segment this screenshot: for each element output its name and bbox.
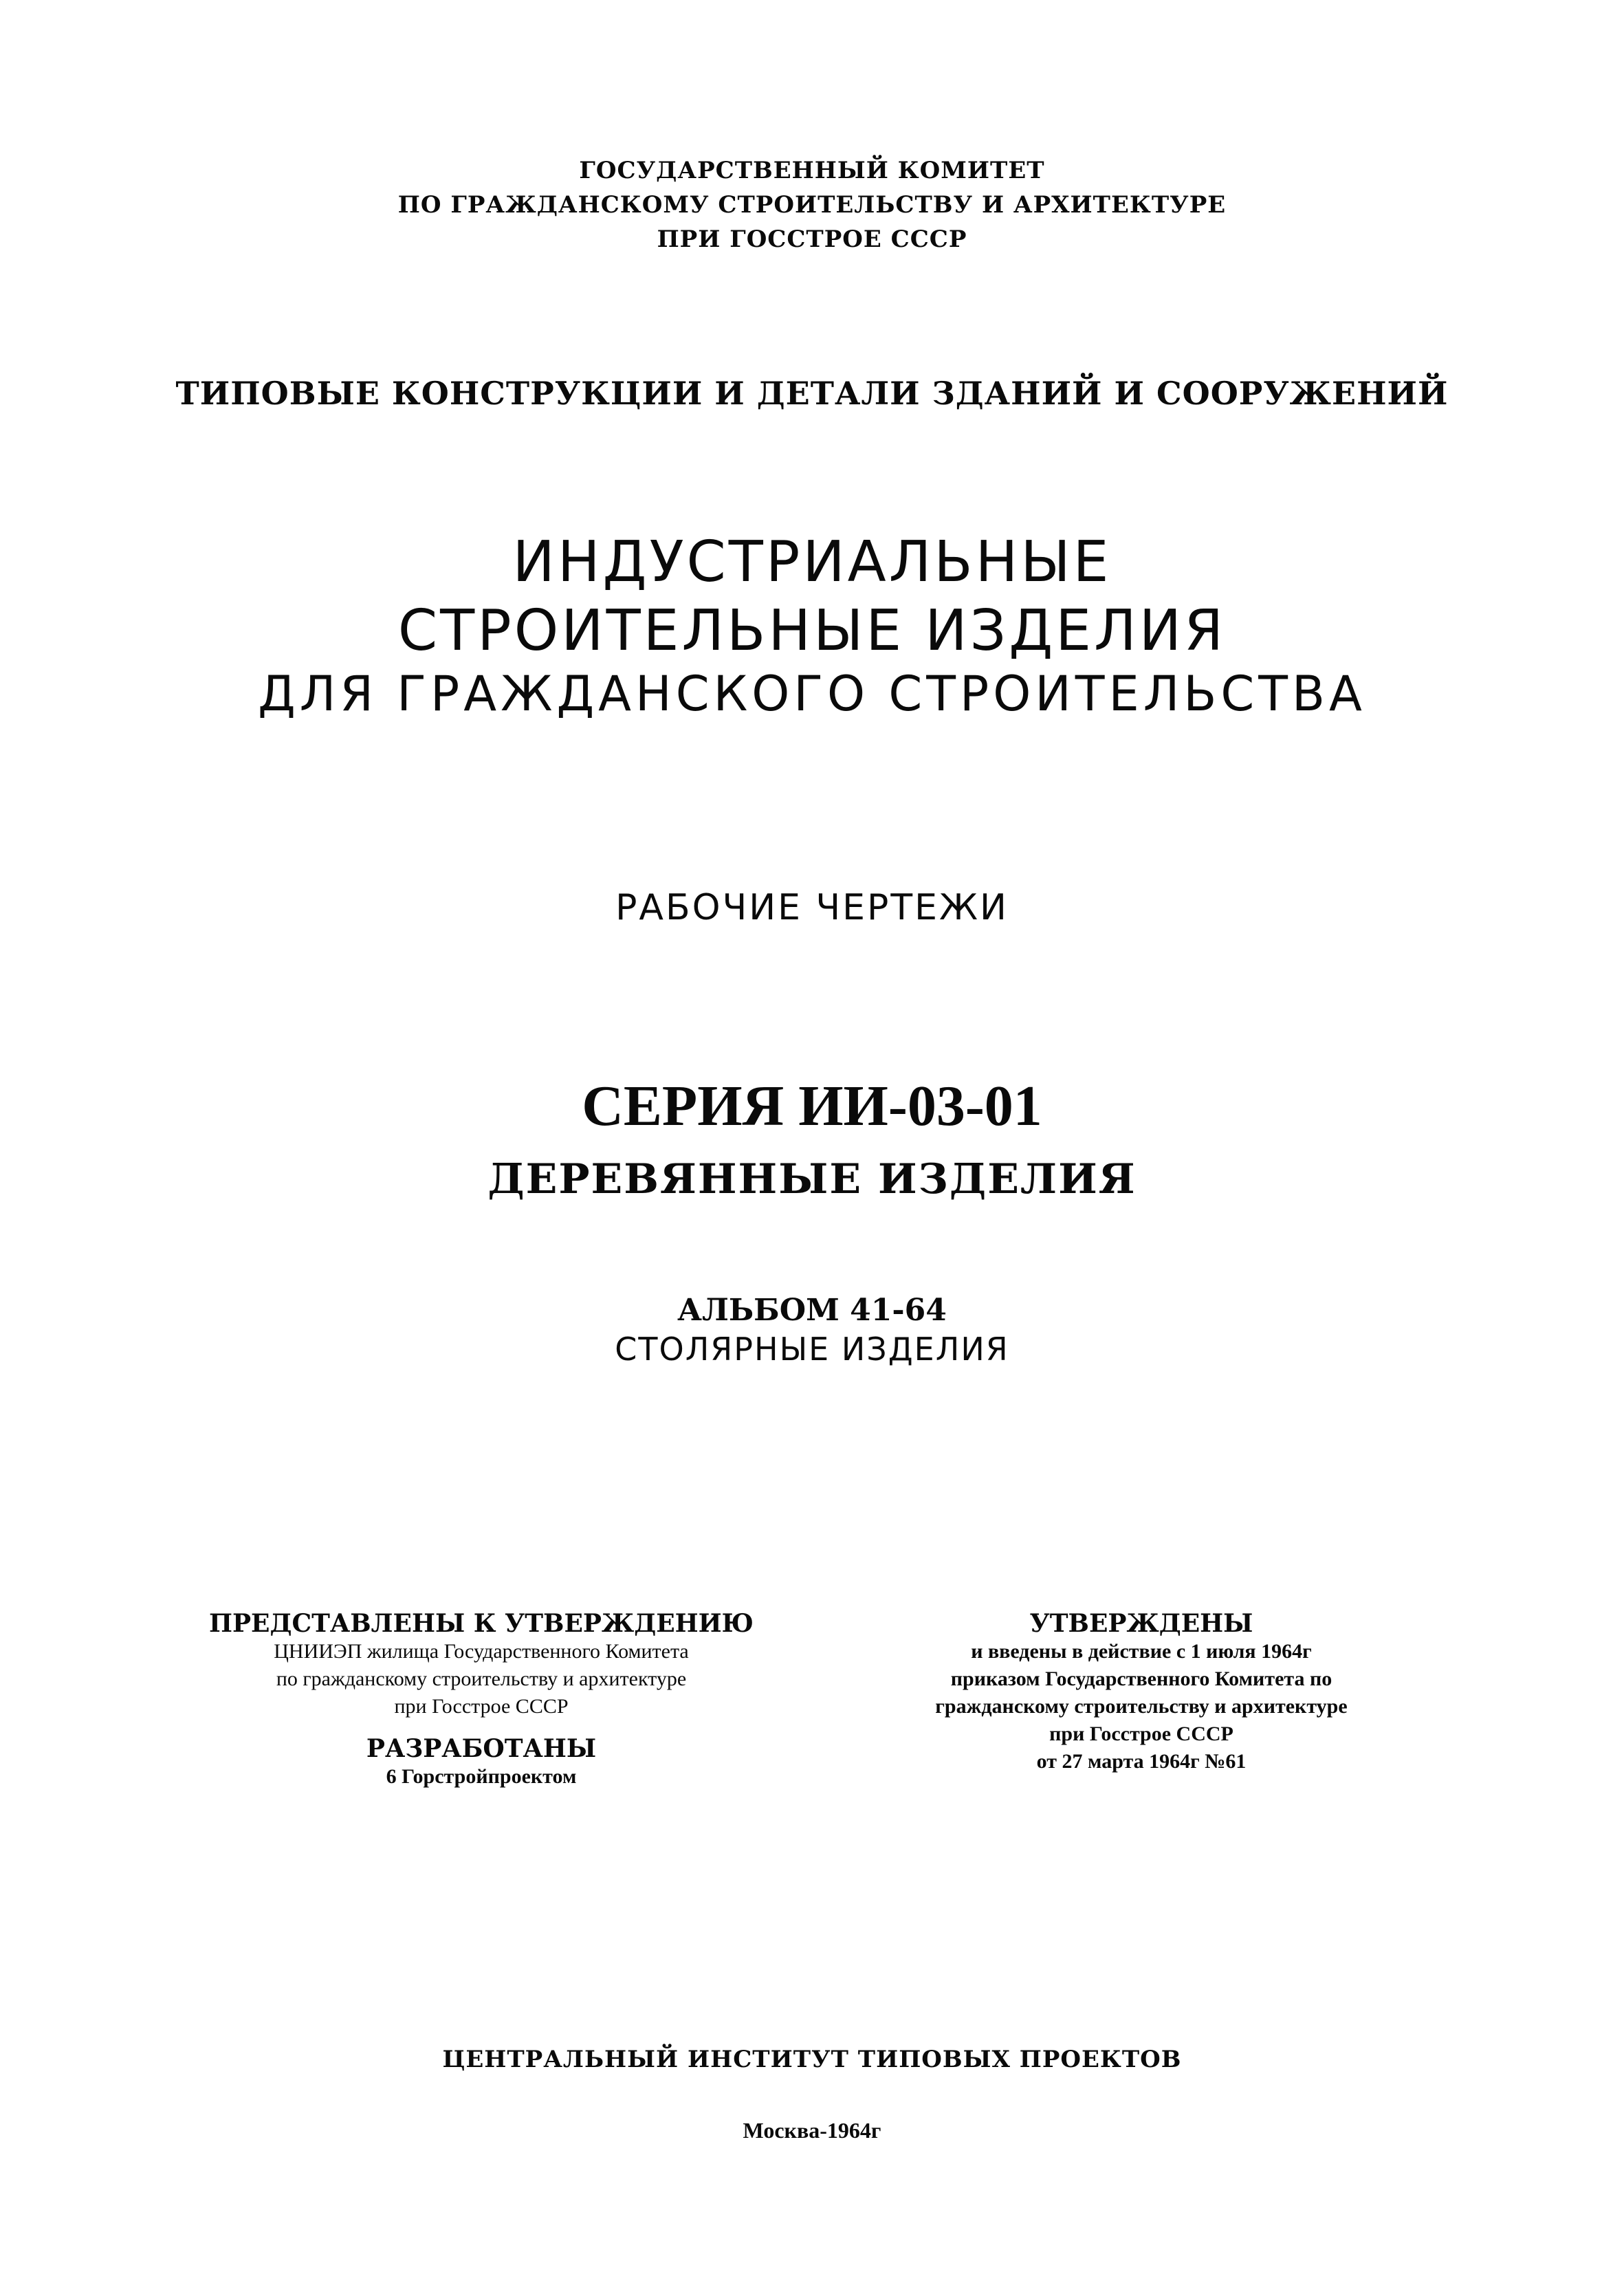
approved-heading: УТВЕРЖДЕНЫ xyxy=(1029,1609,1253,1638)
submitted-heading: ПРЕДСТАВЛЕНЫ К УТВЕРЖДЕНИЮ xyxy=(208,1609,754,1638)
series-number: СЕРИЯ ИИ-03-01 xyxy=(582,1074,1042,1138)
submitted-block xyxy=(138,1609,825,1791)
submitted-line-2: по гражданскому строительству и архитектуре xyxy=(276,1668,687,1690)
album-number: АЛЬБОМ 41-64 xyxy=(677,1293,947,1328)
submitted-line-3: при Госстрое СССР xyxy=(394,1695,569,1718)
title-line-2: СТРОИТЕЛЬНЫЕ ИЗДЕЛИЯ xyxy=(397,598,1227,664)
submitted-line-1: ЦНИИЭП жилища Государственного Комитета xyxy=(274,1640,689,1663)
series-name: ДЕРЕВЯННЫЕ ИЗДЕЛИЯ xyxy=(487,1155,1137,1203)
approved-line-1: и введены в действие с 1 июля 1964г xyxy=(971,1640,1312,1663)
approved-line-2: приказом Государственного Комитета по xyxy=(950,1668,1332,1690)
ministry-line-3: ПРИ ГОССТРОЕ СССР xyxy=(657,226,967,253)
ministry-line-1: ГОСУДАРСТВЕННЫЙ КОМИТЕТ xyxy=(579,157,1045,184)
institute-name: ЦЕНТРАЛЬНЫЙ ИНСТИТУТ ТИПОВЫХ ПРОЕКТОВ xyxy=(442,2046,1182,2073)
doc-type: РАБОЧИЕ ЧЕРТЕЖИ xyxy=(615,887,1009,928)
city-year: Москва-1964г xyxy=(743,2118,881,2143)
developed-by: 6 Горстройпроектом xyxy=(386,1765,577,1788)
ministry-line-2: ПО ГРАЖДАНСКОМУ СТРОИТЕЛЬСТВУ И АРХИТЕКТУРЕ xyxy=(397,191,1227,219)
album-name: СТОЛЯРНЫЕ ИЗДЕЛИЯ xyxy=(615,1331,1009,1368)
approved-block xyxy=(798,1609,1485,1775)
title-line-3: ДЛЯ ГРАЖДАНСКОГО СТРОИТЕЛЬСТВА xyxy=(258,666,1366,722)
title-line-1: ИНДУСТРИАЛЬНЫЕ xyxy=(512,529,1112,595)
approved-line-3: гражданскому строительству и архитектуре xyxy=(935,1695,1348,1718)
developed-heading: РАЗРАБОТАНЫ xyxy=(366,1734,597,1763)
approved-line-4: при Госстрое СССР xyxy=(1049,1723,1233,1745)
series-heading: ТИПОВЫЕ КОНСТРУКЦИИ И ДЕТАЛИ ЗДАНИЙ И СООРУЖЕНИЙ xyxy=(175,375,1449,412)
approved-line-5: от 27 марта 1964г №61 xyxy=(1036,1750,1247,1773)
